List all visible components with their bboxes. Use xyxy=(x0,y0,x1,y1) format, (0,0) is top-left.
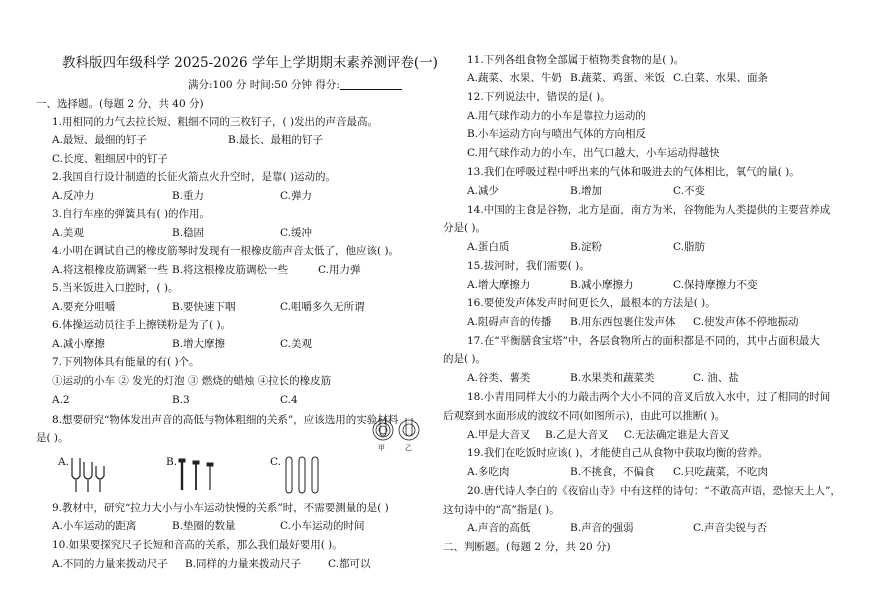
q10-option-b: B.同样的力量来拨动尺子 xyxy=(185,558,302,570)
q14-option-c: C.脂肪 xyxy=(673,241,705,253)
exam-meta-text: 满分:100 分 时间:50 分钟 得分: xyxy=(188,79,340,91)
q14-option-b: B.淀粉 xyxy=(570,241,603,253)
question-9: 9.教材中，研究“拉力大小与小车运动快慢的关系”时，不需要测量的是( ) xyxy=(52,502,389,514)
question-11: 11.下列各组食物全部属于植物类食物的是( )。 xyxy=(467,54,685,66)
question-4: 4.小明在调试自己的橡皮筋琴时发现有一根橡皮筋声音太低了，他应该( )。 xyxy=(52,245,400,257)
q20-option-a: A.声音的高低 xyxy=(467,522,531,534)
question-10: 10.如果要探究尺子长短和音高的关系，那么我们最好要用( )。 xyxy=(52,539,343,551)
q4-option-a: A.将这根橡皮筋调紧一些 xyxy=(52,264,168,276)
q13-option-c: C.不变 xyxy=(673,185,705,197)
q17-option-b: B.水果类和蔬菜类 xyxy=(570,372,655,384)
nails-icon xyxy=(176,456,220,496)
score-blank[interactable] xyxy=(340,79,402,90)
q4-option-c: C.用力弹 xyxy=(318,264,361,276)
question-12: 12.下列说法中，错误的是( )。 xyxy=(467,91,611,103)
q17-option-c: C. 油、盐 xyxy=(693,372,739,384)
question-7: 7.下列物体具有能量的有( )个。 xyxy=(52,356,200,368)
exam-meta xyxy=(188,79,402,92)
q3-option-b: B.稳固 xyxy=(172,227,205,239)
question-19: 19.我们在吃饭时应该( )，才能使自己从食物中获取均衡的营养。 xyxy=(467,447,769,459)
question-13: 13.我们在呼吸过程中呼出来的气体和吸进去的气体相比，氧气的量( )。 xyxy=(467,166,800,178)
q10-option-c: C.都可以 xyxy=(328,558,371,570)
q13-option-a: A.减少 xyxy=(467,185,499,197)
q15-option-a: A.增大摩擦力 xyxy=(467,279,531,291)
question-15: 15.拔河时，我们需要( )。 xyxy=(467,260,590,272)
question-16: 16.要使发声体发声时间更长久，最根本的方法是( )。 xyxy=(467,297,716,309)
q1-option-c: C.长度、粗细居中的钉子 xyxy=(52,153,168,165)
q19-option-c: C.只吃蔬菜，不吃肉 xyxy=(673,466,768,478)
section-heading-choice: 一、选择题。(每题 2 分，共 40 分) xyxy=(36,98,204,110)
q13-option-b: B.增加 xyxy=(570,185,603,197)
q9-option-c: C.小车运动的时间 xyxy=(280,520,365,532)
q7-option-a: A.2 xyxy=(52,394,70,406)
q2-option-c: C.弹力 xyxy=(280,190,312,202)
q19-option-b: B.不挑食，不偏食 xyxy=(570,466,655,478)
q20-option-c: C.声音尖锐与否 xyxy=(693,522,767,534)
q14-option-a: A.蛋白质 xyxy=(467,241,510,253)
q11-option-c: C.白菜、水果、面条 xyxy=(673,72,768,84)
q7-option-b: B.3 xyxy=(172,394,190,406)
question-20-cont: 这句诗中的“高”指是( )。 xyxy=(443,504,560,516)
q12-option-c: C.用气球作动力的小车，出气口越大，小车运动得越快 xyxy=(467,147,720,159)
section-heading-judgment: 二、判断题。(每题 2 分，共 20 分) xyxy=(443,541,611,553)
q18-option-b: B.乙是大音叉 xyxy=(545,429,609,441)
q2-option-a: A.反冲力 xyxy=(52,190,95,202)
q7-items: ①运动的小车 ② 发光的灯泡 ③ 燃烧的蜡烛 ④拉长的橡皮筋 xyxy=(52,375,332,387)
q4-option-b: B.将这根橡皮筋调松一些 xyxy=(172,264,289,276)
figure-label-jia: 甲 xyxy=(378,444,385,452)
question-5: 5.当米饭进入口腔时，( )。 xyxy=(52,282,179,294)
question-6: 6.体操运动员往手上擦镁粉是为了( )。 xyxy=(52,319,232,331)
tubes-icon xyxy=(282,454,326,496)
q20-option-b: B.声音的强弱 xyxy=(570,522,634,534)
q1-option-a: A.最短、最细的钉子 xyxy=(52,134,147,146)
q11-option-b: B.蔬菜、鸡蛋、米饭 xyxy=(570,72,666,84)
q7-option-c: C.4 xyxy=(280,394,298,406)
q15-option-b: B.减小摩擦力 xyxy=(570,279,634,291)
q16-option-b: B.用东西包裹住发声体 xyxy=(570,316,676,328)
exam-title: 教科版四年级科学 2025-2026 学年上学期期末素养测评卷(一) xyxy=(62,55,438,71)
q17-option-a: A.谷类、薯类 xyxy=(467,372,531,384)
q10-option-a: A.不同的力量来拨动尺子 xyxy=(52,558,168,570)
q2-option-b: B.重力 xyxy=(172,190,205,202)
q3-option-c: C.缓冲 xyxy=(280,227,312,239)
q15-option-c: C.保持摩擦力不变 xyxy=(673,279,758,291)
question-2: 2.我国自行设计制造的长征火箭点火升空时，是靠( )运动的。 xyxy=(52,171,337,183)
question-8: 8.想要研究“物体发出声音的高低与物体粗细的关系”，应该选用的实验材料 xyxy=(52,414,399,426)
question-8-cont: 是( )。 xyxy=(36,432,69,444)
question-18: 18.小青用同样大小的力敲击两个大小不同的音叉后放入水中，过了相同的时间 xyxy=(467,391,831,403)
q1-option-b: B.最长、最粗的钉子 xyxy=(228,134,324,146)
question-3: 3.自行车座的弹簧具有( )的作用。 xyxy=(52,208,211,220)
q6-option-b: B.增大摩擦 xyxy=(172,338,226,350)
question-17: 17.在“平衡膳食宝塔”中，各层食物所占的面积都是不同的，其中占面积最大 xyxy=(467,335,820,347)
q8-option-c: C. xyxy=(270,456,281,468)
question-14-cont: 分是( )。 xyxy=(443,222,487,234)
q6-option-c: C.美观 xyxy=(280,338,312,350)
tuning-forks-icon xyxy=(68,454,112,496)
q3-option-a: A.美观 xyxy=(52,227,84,239)
q12-option-a: A.用气球作动力的小车是靠拉力运动的 xyxy=(467,110,646,122)
q9-option-a: A.小车运动的距离 xyxy=(52,520,137,532)
question-14: 14.中国的主食是谷物，北方是面，南方为米，谷物能为人类提供的主要营养成 xyxy=(467,204,831,216)
question-18-cont: 后观察到水面形成的波纹不同(如图所示)，由此可以推断( )。 xyxy=(443,410,726,422)
question-20: 20.唐代诗人李白的《夜宿山寺》中有这样的诗句：“不敢高声语，恐惊天上人”， xyxy=(467,485,841,497)
q19-option-a: A.多吃肉 xyxy=(467,466,510,478)
q8-option-b: B. xyxy=(166,456,178,468)
q18-option-a: A.甲是大音叉 xyxy=(467,429,531,441)
q5-option-b: B.要快速下咽 xyxy=(172,301,236,313)
q11-option-a: A.蔬菜、水果、牛奶 xyxy=(467,72,562,84)
q9-option-b: B.垫圈的数量 xyxy=(172,520,236,532)
q5-option-a: A.要充分咀嚼 xyxy=(52,301,116,313)
q16-option-c: C.使发声体不停地振动 xyxy=(693,316,799,328)
question-17-cont: 的是( )。 xyxy=(443,353,487,365)
q12-option-b: B.小车运动方向与喷出气体的方向相反 xyxy=(467,128,647,140)
figure-label-yi: 乙 xyxy=(405,444,412,452)
question-1: 1.用相同的力气去拉长短、粗细不同的三枚钉子，( )发出的声音最高。 xyxy=(52,116,379,128)
q8-option-a: A. xyxy=(58,456,69,468)
q5-option-c: C.咀嚼多久无所谓 xyxy=(280,301,365,313)
q6-option-a: A.减小摩擦 xyxy=(52,338,105,350)
q18-option-c: C.无法确定谁是大音叉 xyxy=(624,429,730,441)
q16-option-a: A.阻碍声音的传播 xyxy=(467,316,552,328)
